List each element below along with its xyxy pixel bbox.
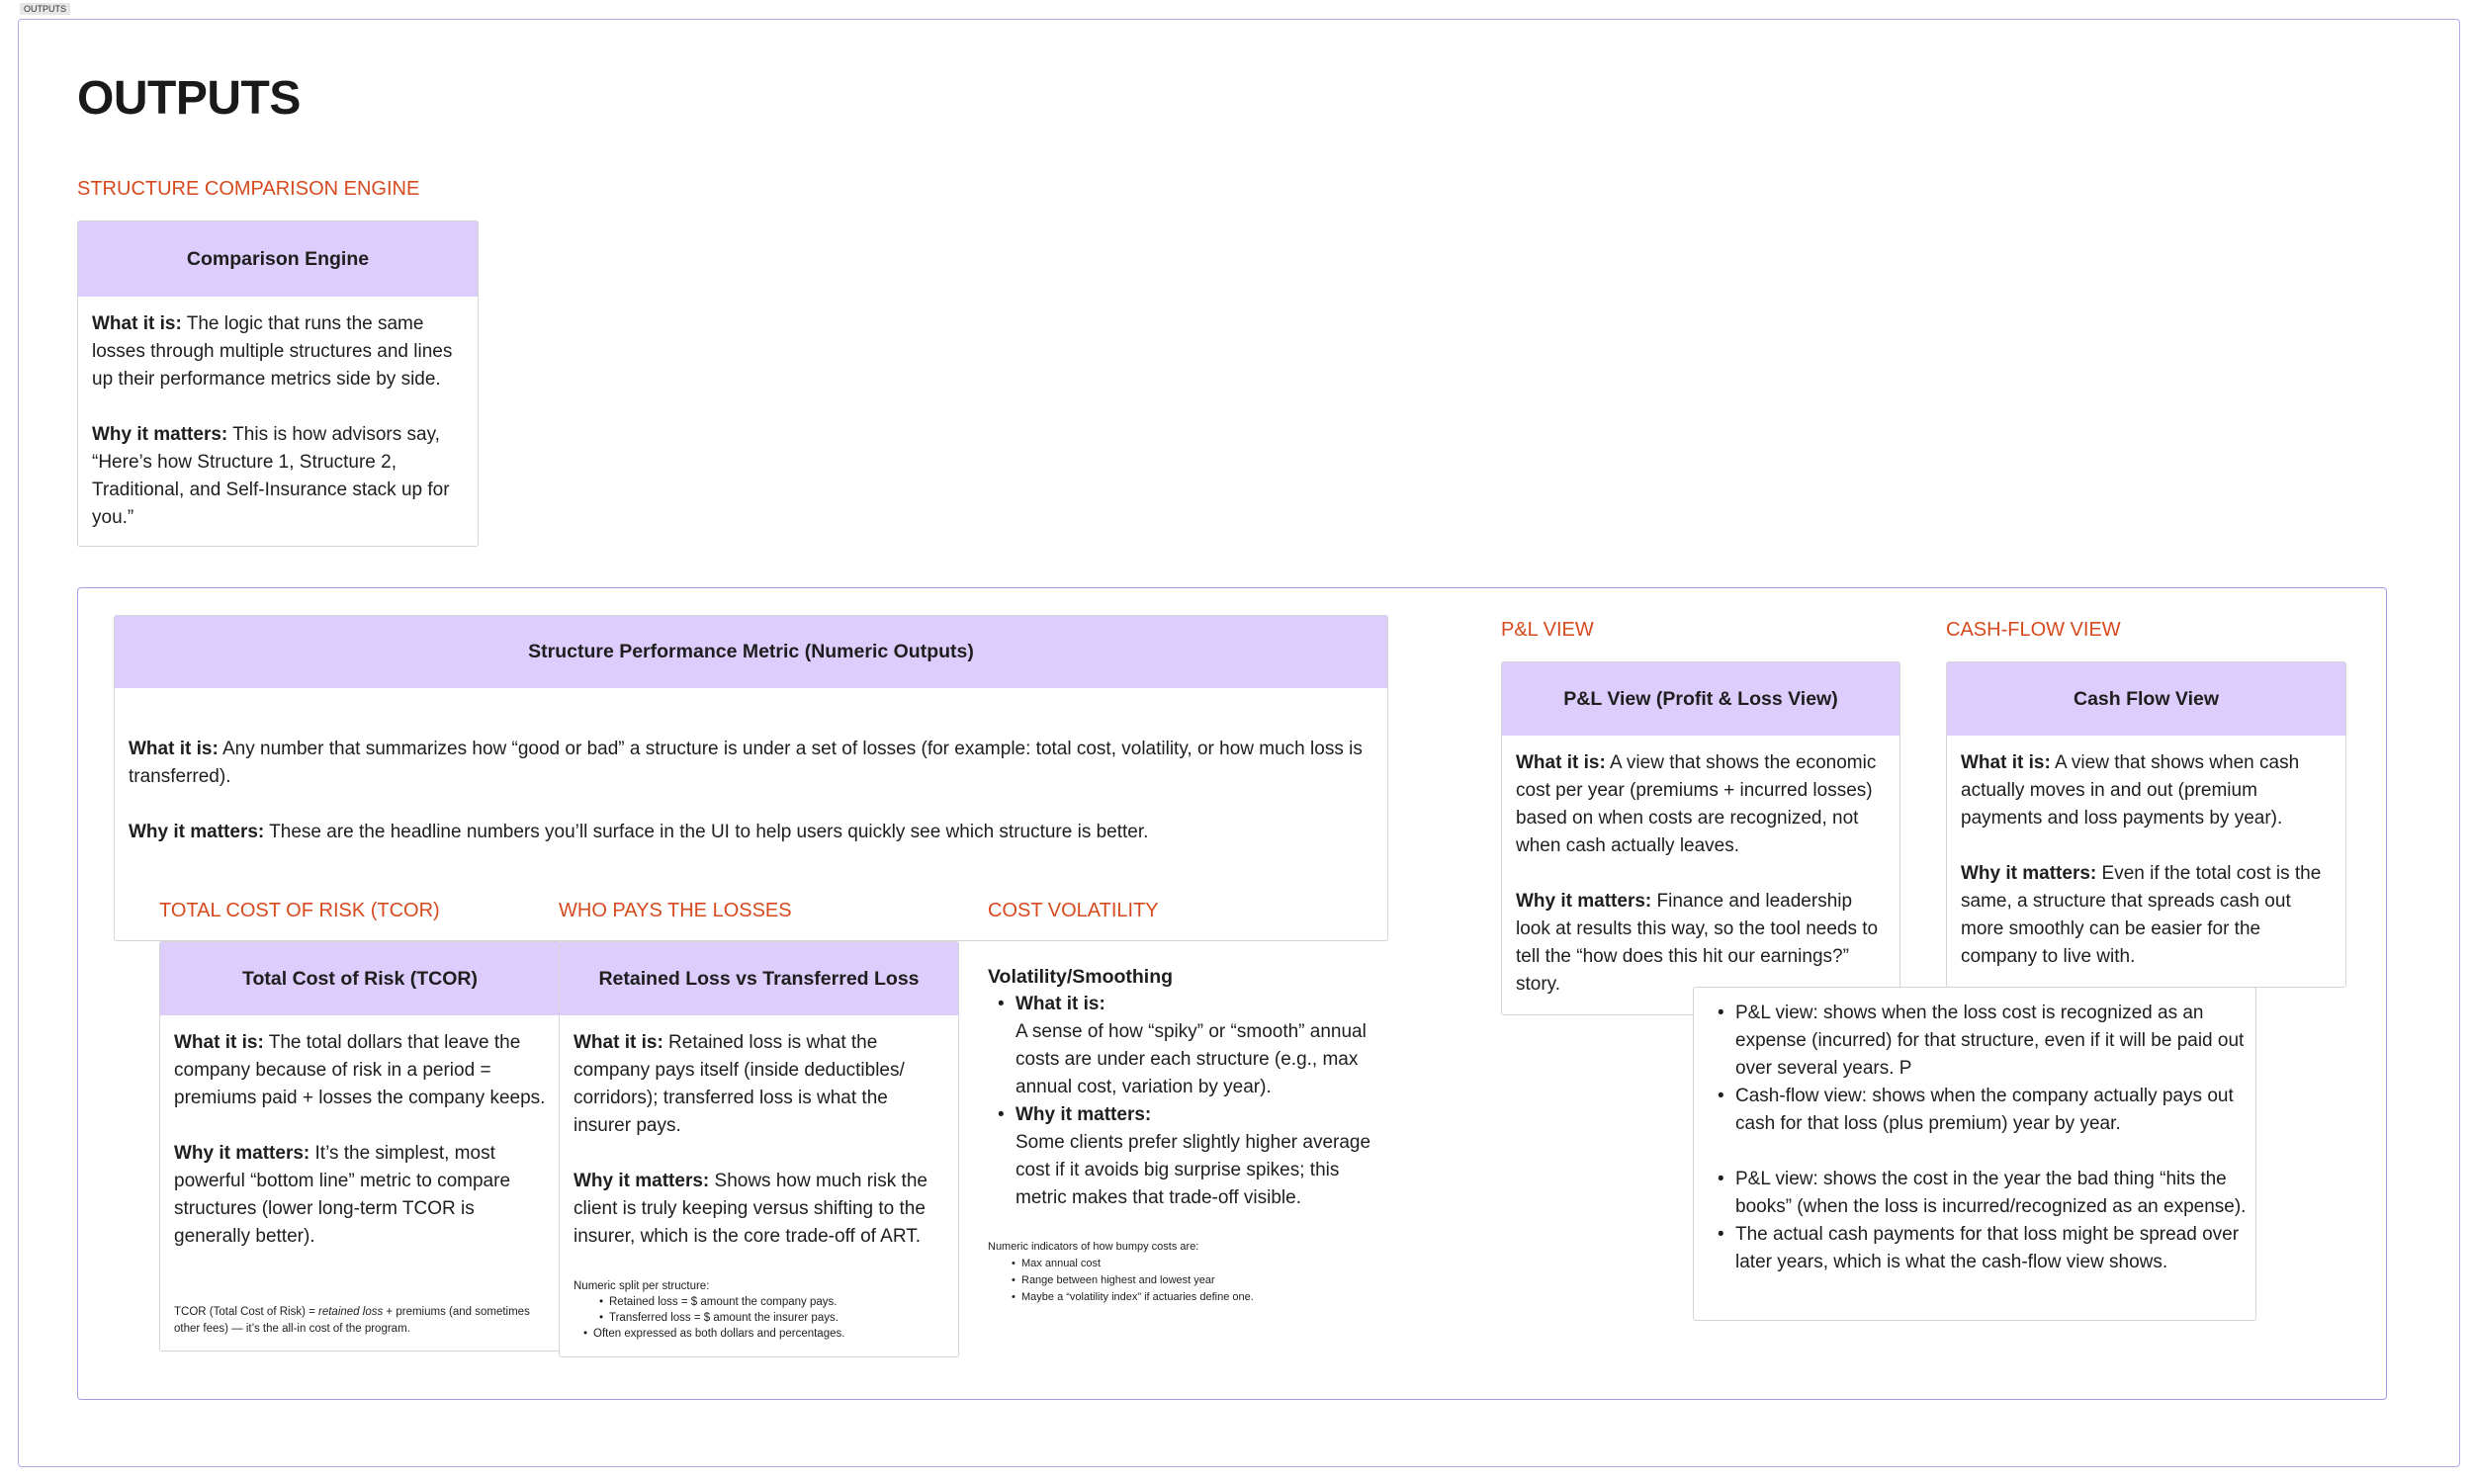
volatility-block[interactable] xyxy=(988,963,1388,1212)
page-title: OUTPUTS xyxy=(77,72,301,125)
card-body: What it is: The logic that runs the same losses through multiple structures and lines up their performance metrics side by side. Why it matters: This is how advisors say, “Here’s how Structure 1, Structure 2, Traditional, and Self-Insurance stack up for you.” xyxy=(92,313,453,528)
note-item: • Retained loss = $ amount the company pays. xyxy=(609,1294,949,1310)
section-label-volatility: COST VOLATILITY xyxy=(988,900,1159,921)
frame-tag[interactable]: OUTPUTS xyxy=(20,3,70,15)
volatility-note: Numeric indicators of how bumpy costs are: • Max annual cost • Range between highest and lowest year • Maybe a “volatility index” if actuaries define one. xyxy=(988,1239,1403,1306)
volatility-bullets: • What it is: A sense of how “spiky” or “smooth” annual costs are under each structure (e.g., max annual cost, variation by year). • Why it matters: Some clients prefer slightly higher average cost if it avoids big surprise spikes; this metric makes that trade-off visible. xyxy=(988,991,1388,1212)
card-title: Retained Loss vs Transferred Loss xyxy=(560,942,958,1015)
tcor-note: TCOR (Total Cost of Risk) = retained loss + premiums (and sometimes other fees) — it’s the all-in cost of the program. xyxy=(174,1306,530,1335)
section-label-tcor: TOTAL COST OF RISK (TCOR) xyxy=(159,900,440,921)
note-item: • Transferred loss = $ amount the insurer pays. xyxy=(609,1310,949,1326)
section-label-pl: P&L VIEW xyxy=(1501,619,1594,641)
card-body: What it is: The total dollars that leave the company because of risk in a period = premiums paid + losses the company keeps. Why it matters: It’s the simplest, most powerful “bottom line” metric to compare structures (lower long-term TCOR is generally better). xyxy=(174,1032,546,1247)
section-label-losses: WHO PAYS THE LOSSES xyxy=(559,900,792,921)
comparison-engine-card[interactable] xyxy=(77,220,479,547)
list-item: • P&L view: shows the cost in the year the bad thing “hits the books” (when the loss is incurred/recognized as an expense). xyxy=(1735,1166,2250,1221)
note-item: • Often expressed as both dollars and percentages. xyxy=(593,1326,949,1342)
card-title: Total Cost of Risk (TCOR) xyxy=(160,942,560,1015)
volatility-title: Volatility/Smoothing xyxy=(988,966,1174,988)
retained-transferred-card[interactable] xyxy=(559,941,959,1357)
note-item: • Max annual cost xyxy=(1021,1256,1403,1272)
card-title: Structure Performance Metric (Numeric Outputs) xyxy=(115,616,1387,688)
card-body: What it is: A view that shows the economic cost per year (premiums + incurred losses) based on when costs are recognized, not when cash actually leaves. Why it matters: Finance and leadership look at results this way, so the tool needs to tell the “how does this hit our earnings?” story. xyxy=(1516,752,1879,995)
cash-flow-card[interactable] xyxy=(1946,661,2346,988)
performance-metric-card[interactable] xyxy=(114,615,1388,941)
card-title: Comparison Engine xyxy=(78,221,478,297)
tcor-card[interactable] xyxy=(159,941,561,1352)
note-item: • Range between highest and lowest year xyxy=(1021,1272,1403,1289)
section-label-comparison: STRUCTURE COMPARISON ENGINE xyxy=(77,178,420,200)
card-body: What it is: Retained loss is what the company pays itself (inside deductibles/ corridors); transferred loss is what the insurer pays. Why it matters: Shows how much risk the client is truly keeping versus shifting to the insurer, which is the core trade-off of ART. xyxy=(574,1032,927,1247)
list-item: • P&L view: shows when the loss cost is recognized as an expense (incurred) for that structure, even if it will be paid out over several years. P xyxy=(1735,1000,2250,1083)
note-bullets xyxy=(1708,1000,2250,1276)
list-item: • Cash-flow view: shows when the company actually pays out cash for that loss (plus premium) year by year. xyxy=(1735,1083,2250,1138)
list-item: • The actual cash payments for that loss might be spread over later years, which is what the cash-flow view shows. xyxy=(1735,1221,2250,1276)
card-title: P&L View (Profit & Loss View) xyxy=(1502,662,1899,736)
card-body: What it is: A view that shows when cash actually moves in and out (premium payments and loss payments by year). Why it matters: Even if the total cost is the same, a structure that spreads cash out more smoothly can be easier for the company to live with. xyxy=(1961,752,2322,967)
card-body: What it is: Any number that summarizes how “good or bad” a structure is under a set of losses (for example: total cost, volatility, or how much loss is transferred). Why it matters: These are the headline numbers you’ll surface in the UI to help users quickly see which structure is better. xyxy=(129,739,1363,842)
note-item: • Maybe a “volatility index” if actuaries define one. xyxy=(1021,1289,1403,1306)
section-label-cash: CASH-FLOW VIEW xyxy=(1946,619,2121,641)
pl-view-card[interactable] xyxy=(1501,661,1900,1015)
card-title: Cash Flow View xyxy=(1947,662,2345,736)
pl-cashflow-note[interactable] xyxy=(1693,987,2256,1321)
losses-note: Numeric split per structure: • Retained loss = $ amount the company pays. • Transferred loss = $ amount the insurer pays. • Often expressed as both dollars and percentages. xyxy=(574,1278,949,1342)
